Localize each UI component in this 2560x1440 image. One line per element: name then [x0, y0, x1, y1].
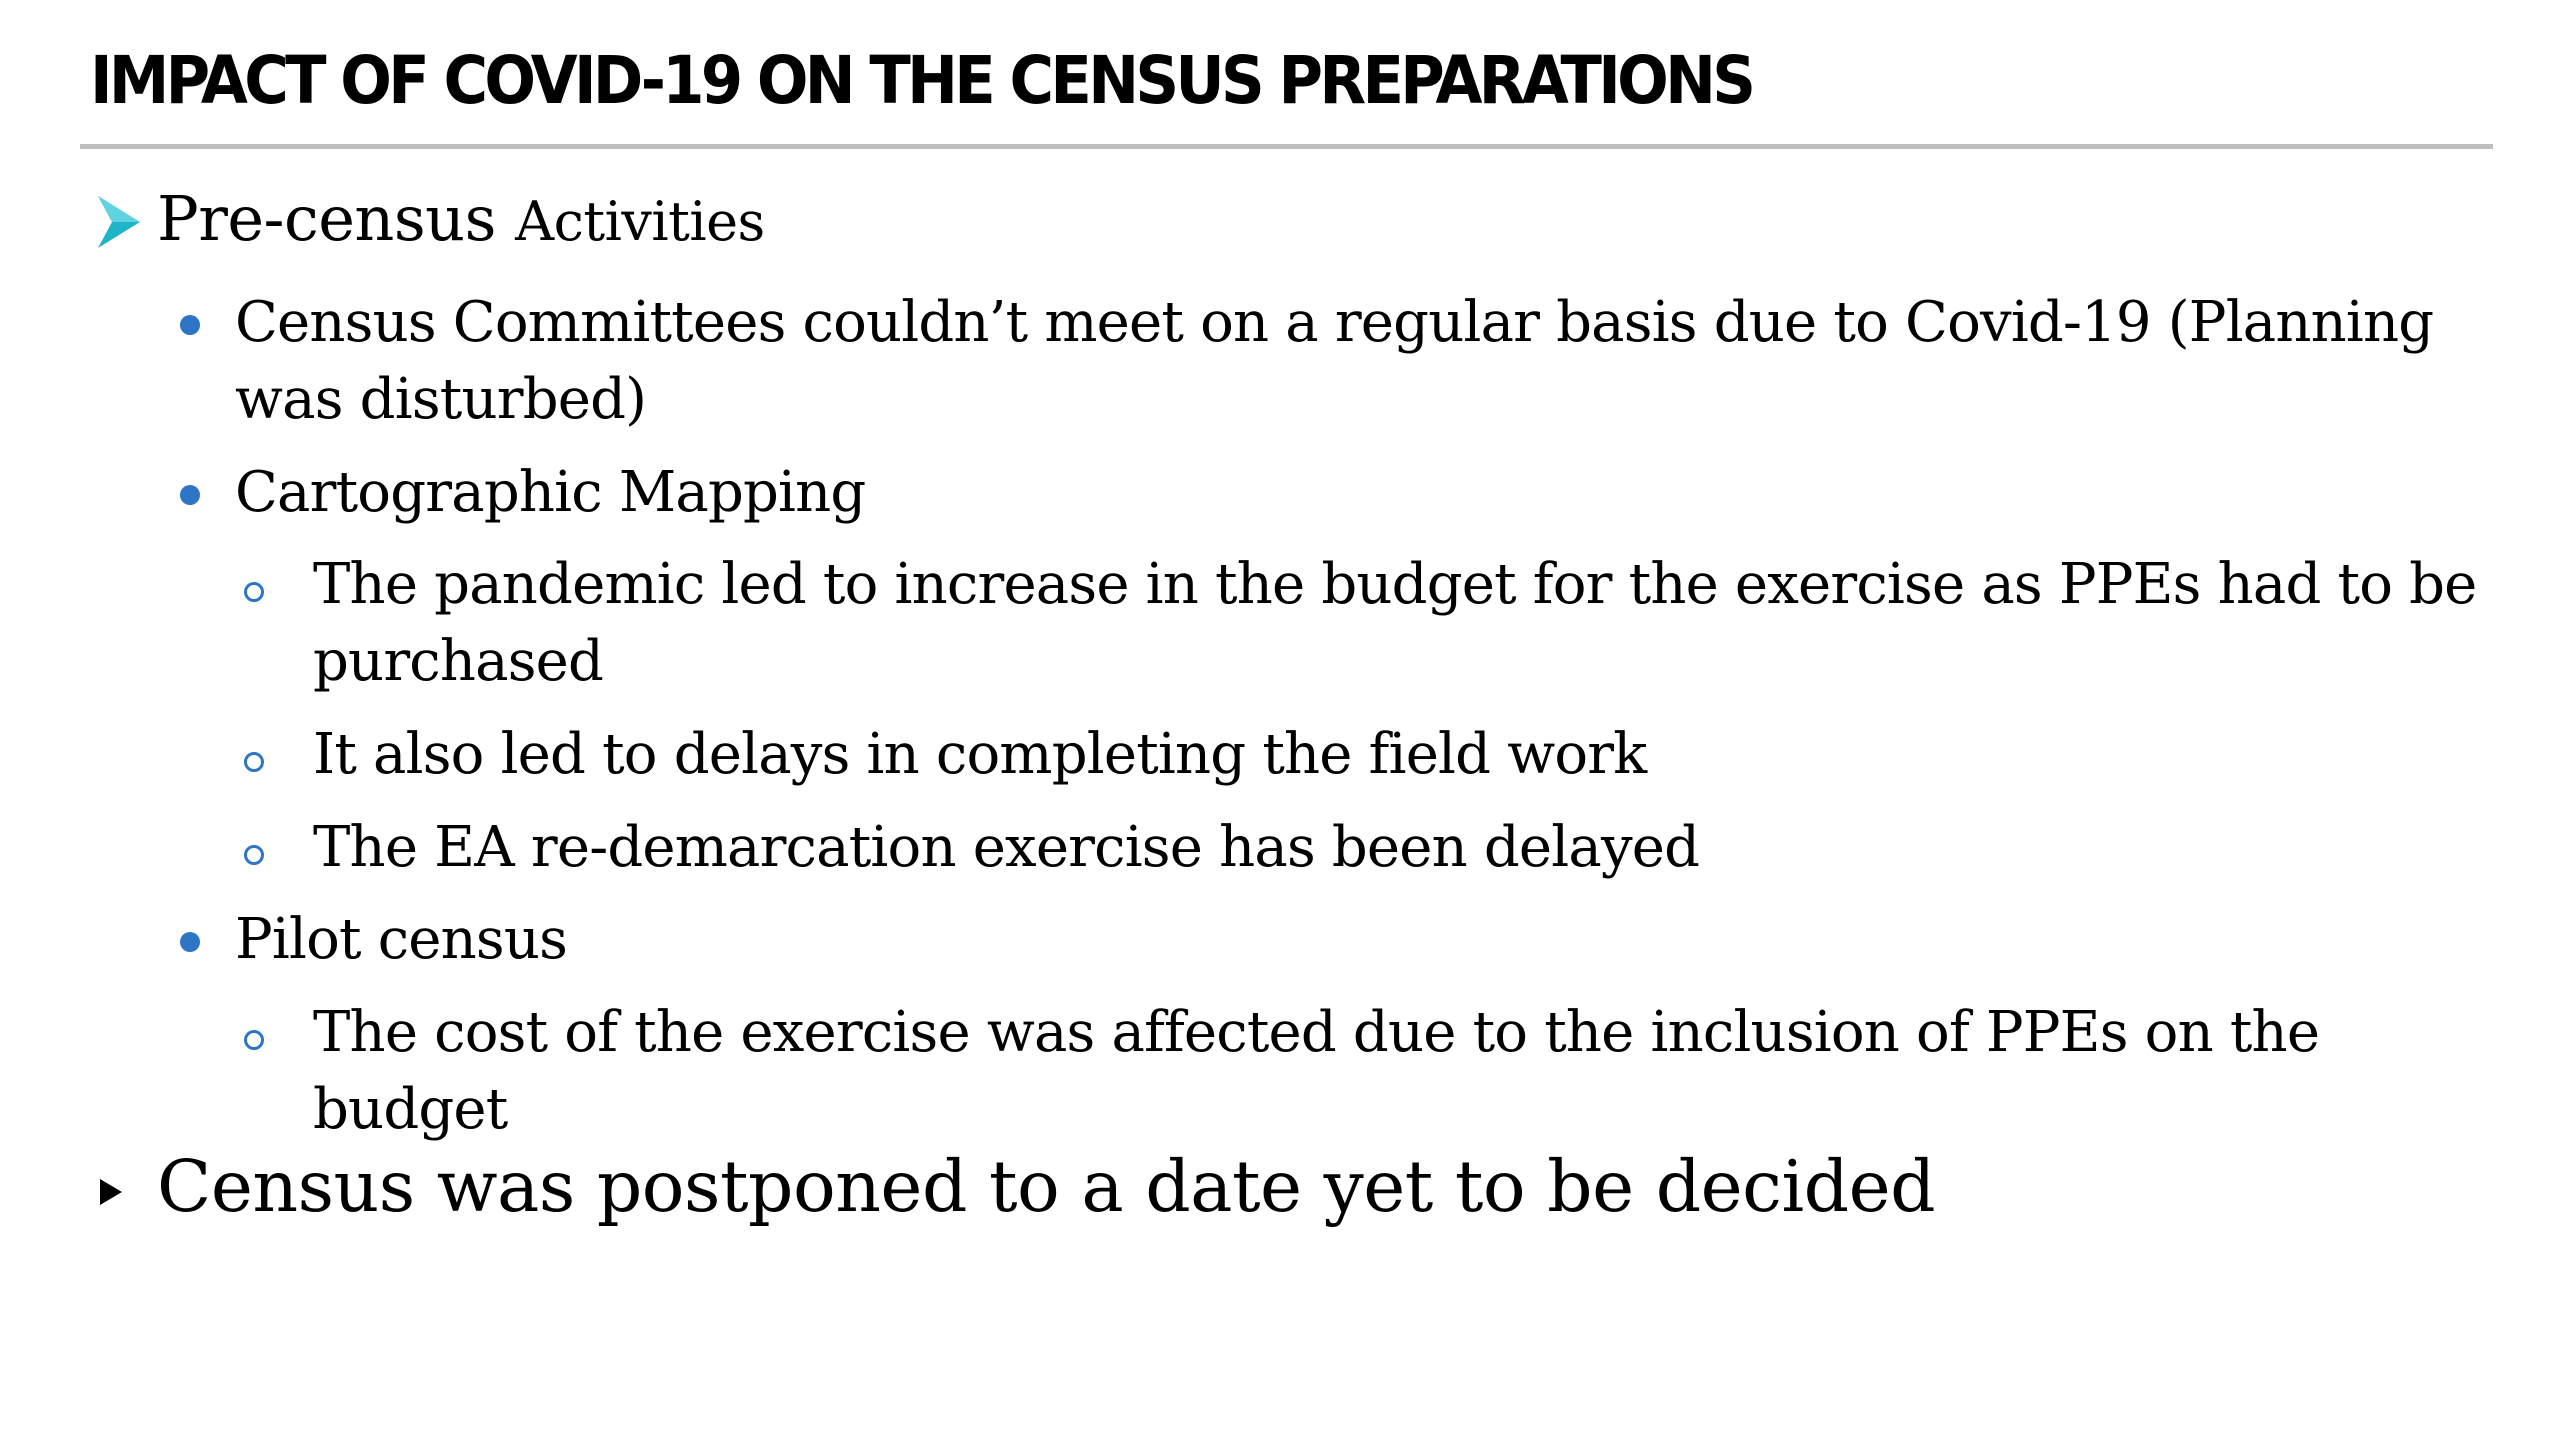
slide-title: IMPACT OF COVID-19 ON THE CENSUS PREPARATIONS	[90, 42, 1753, 119]
committees-text-line-2: was disturbed)	[235, 367, 647, 432]
hollow-circle-bullet-icon	[244, 845, 264, 865]
hollow-circle-bullet-icon	[244, 752, 264, 772]
activities-label: Activities	[515, 190, 765, 253]
committees-text-line-1: Census Committees couldn’t meet on a regular basis due to Covid-19 (Planning	[235, 290, 2434, 355]
pandemic-text-line-2: purchased	[313, 629, 604, 694]
bullet-dot-icon	[180, 315, 200, 335]
cost-text-line-2: budget	[313, 1077, 508, 1142]
teal-arrow-bullet-icon	[96, 194, 142, 255]
delays-text: It also led to delays in completing the field work	[313, 722, 1647, 787]
cost-text-line-1: The cost of the exercise was affected due to the inclusion of PPEs on the	[313, 1000, 2320, 1065]
pre-census-heading	[157, 182, 765, 255]
black-triangle-bullet-icon	[98, 1177, 124, 1212]
bullet-dot-icon	[180, 932, 200, 952]
bullet-dot-icon	[180, 485, 200, 505]
pre-census-label: Pre-census	[157, 182, 496, 255]
ea-redemarcation-text: The EA re-demarcation exercise has been delayed	[313, 815, 1700, 880]
pandemic-text-line-1: The pandemic led to increase in the budget for the exercise as PPEs had to be	[313, 552, 2477, 617]
title-divider	[80, 144, 2493, 149]
hollow-circle-bullet-icon	[244, 1030, 264, 1050]
hollow-circle-bullet-icon	[244, 582, 264, 602]
cartographic-mapping-text: Cartographic Mapping	[235, 460, 866, 525]
pilot-census-text: Pilot census	[235, 907, 568, 972]
census-postponed-text: Census was postponed to a date yet to be decided	[157, 1145, 1936, 1228]
